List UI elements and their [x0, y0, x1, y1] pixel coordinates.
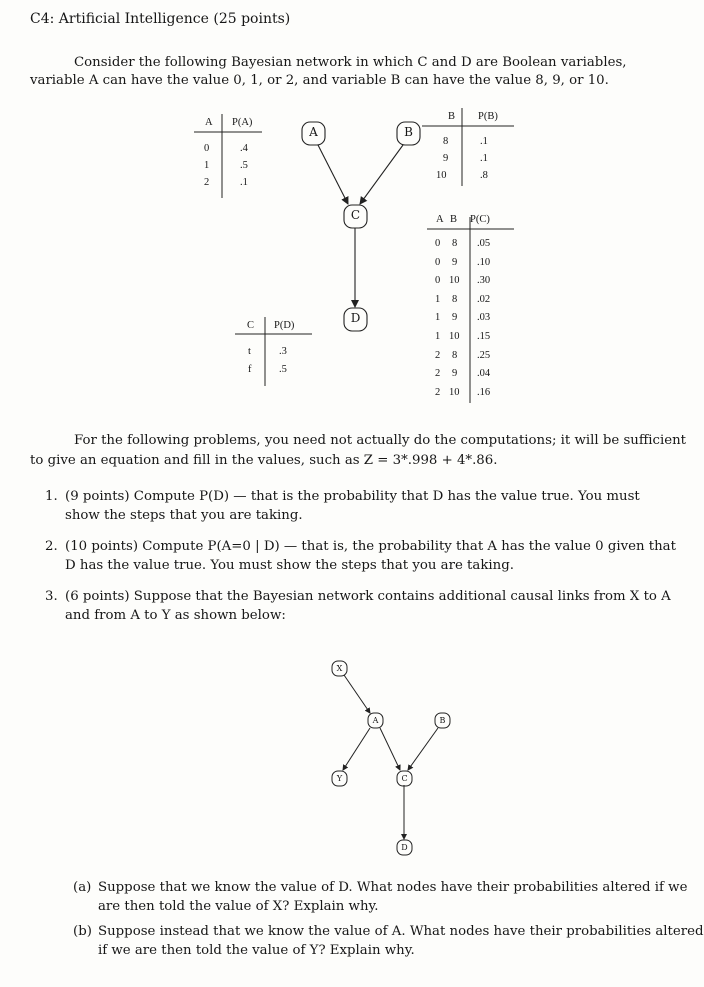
table-a-cell: .4 — [240, 143, 248, 154]
table-c-cell: .10 — [477, 256, 491, 268]
table-c-cell: .04 — [477, 368, 491, 380]
table-c-cell: .02 — [477, 293, 491, 305]
table-a-cell: 2 — [204, 177, 210, 188]
question-3-line-1: (6 points) Suppose that the Bayesian network contains additional causal links from X to A — [65, 589, 671, 604]
node2-d-label: D — [401, 843, 408, 852]
table-b-header-prob: P(B) — [478, 111, 498, 122]
table-d-cell: t — [248, 346, 251, 357]
table-b-cell: .1 — [480, 153, 488, 164]
question-1-line-1: (9 points) Compute P(D) — that is the probability that D has the value true. You must — [65, 489, 640, 504]
question-2-line-2: D has the value true. You must show the steps that you are taking. — [65, 558, 514, 573]
question-3-line-2: and from A to Y as shown below: — [65, 608, 286, 623]
table-c-cell: .03 — [477, 312, 491, 324]
table-c-cell: 8 — [452, 293, 458, 305]
table-d-header-var: C — [247, 320, 255, 331]
table-b-header-var: B — [448, 111, 456, 122]
page-title: C4: Artificial Intelligence (25 points) — [30, 11, 291, 27]
table-d-cell: .3 — [279, 346, 287, 357]
table-c-cell: 10 — [449, 275, 460, 287]
table-c-header-prob: P(C) — [470, 214, 490, 225]
table-c-cell: .25 — [477, 349, 491, 361]
question-2-line-1: (10 points) Compute P(A=0 | D) — that is, the probability that A has the value 0 given that — [65, 539, 676, 554]
question-1-number: 1. — [45, 489, 58, 504]
table-d-cell: .5 — [279, 364, 287, 375]
table-c-cell: 10 — [449, 331, 460, 342]
question-1-line-2: show the steps that you are taking. — [65, 508, 303, 523]
table-c-cell: .05 — [477, 238, 491, 249]
edge-a-c — [318, 145, 348, 204]
edge-b-c — [360, 145, 403, 204]
subquestion-a-line-2: are then told the value of X? Explain why. — [98, 899, 379, 914]
node2-y-label: Y — [336, 774, 343, 783]
table-a-header-prob: P(A) — [232, 117, 253, 128]
edge2-a-c — [380, 728, 400, 770]
table-a-header-var: A — [205, 117, 213, 128]
table-c-cell: 0 — [435, 275, 441, 287]
subquestion-a-label: (a) — [73, 880, 92, 895]
table-a-cell: .5 — [240, 160, 248, 171]
node-d-label: D — [350, 311, 361, 325]
table-a-cell: .1 — [240, 177, 248, 188]
table-c-cell: 2 — [435, 368, 441, 380]
table-c-cell: 0 — [435, 256, 441, 268]
table-c-cell: 2 — [435, 349, 441, 361]
table-b-cell: 10 — [436, 170, 447, 181]
intro-line-1: Consider the following Bayesian network in which C and D are Boolean variables, — [74, 55, 627, 70]
table-c-cell: 9 — [452, 312, 458, 324]
node2-c-label: C — [401, 774, 408, 783]
table-c-cell: 8 — [452, 238, 458, 249]
node2-a-label: A — [372, 716, 379, 725]
table-c-cell: 9 — [452, 368, 458, 380]
node-b-label: B — [404, 125, 413, 139]
table-b-cell: 8 — [443, 136, 449, 147]
table-c-cell: 1 — [435, 312, 441, 324]
table-c-cell: 2 — [435, 386, 441, 398]
node-a-label: A — [309, 125, 318, 139]
edge2-x-a — [344, 675, 370, 713]
node-c-label: C — [350, 208, 361, 222]
node2-b-label: B — [439, 716, 446, 725]
table-a-cell: 0 — [204, 143, 210, 154]
table-b-cell: 9 — [443, 153, 449, 164]
table-c-cell: 10 — [449, 386, 460, 398]
subquestion-b-label: (b) — [73, 924, 92, 939]
table-c-cell: 8 — [452, 349, 458, 361]
subquestion-a-line-1: Suppose that we know the value of D. What nodes have their probabilities altered if we — [98, 880, 688, 895]
question-3-number: 3. — [45, 589, 58, 604]
table-c-cell: 0 — [435, 238, 441, 249]
instructions-line-2: to give an equation and fill in the values, such as Z = 3*.998 + 4*.86. — [30, 453, 498, 468]
question-2-number: 2. — [45, 539, 58, 554]
subquestion-b-line-2: if we are then told the value of Y? Explain why. — [98, 943, 415, 958]
table-c-cell: .30 — [477, 275, 491, 287]
table-a-cell: 1 — [204, 160, 210, 171]
table-b-cell: .8 — [480, 170, 488, 181]
edge2-a-y — [343, 728, 370, 770]
table-c-cell: .16 — [477, 386, 491, 398]
node2-x-label: X — [336, 664, 343, 673]
instructions-line-1: For the following problems, you need not actually do the computations; it will be sufficient — [74, 433, 687, 448]
table-d-header-prob: P(D) — [274, 320, 295, 331]
table-c-cell: .15 — [477, 331, 491, 342]
table-d-cell: f — [248, 364, 252, 375]
table-c-cell: 1 — [435, 331, 441, 342]
edge2-b-c — [408, 728, 438, 770]
table-b-cell: .1 — [480, 136, 488, 147]
intro-line-2: variable A can have the value 0, 1, or 2, and variable B can have the value 8, 9, or 10. — [30, 73, 609, 88]
subquestion-b-line-1: Suppose instead that we know the value of A. What nodes have their probabilities altered — [98, 924, 704, 939]
table-c-header-a: A — [436, 214, 444, 225]
table-c-cell: 1 — [435, 293, 441, 305]
table-c-header-b: B — [450, 214, 458, 225]
table-c-cell: 9 — [452, 256, 458, 268]
